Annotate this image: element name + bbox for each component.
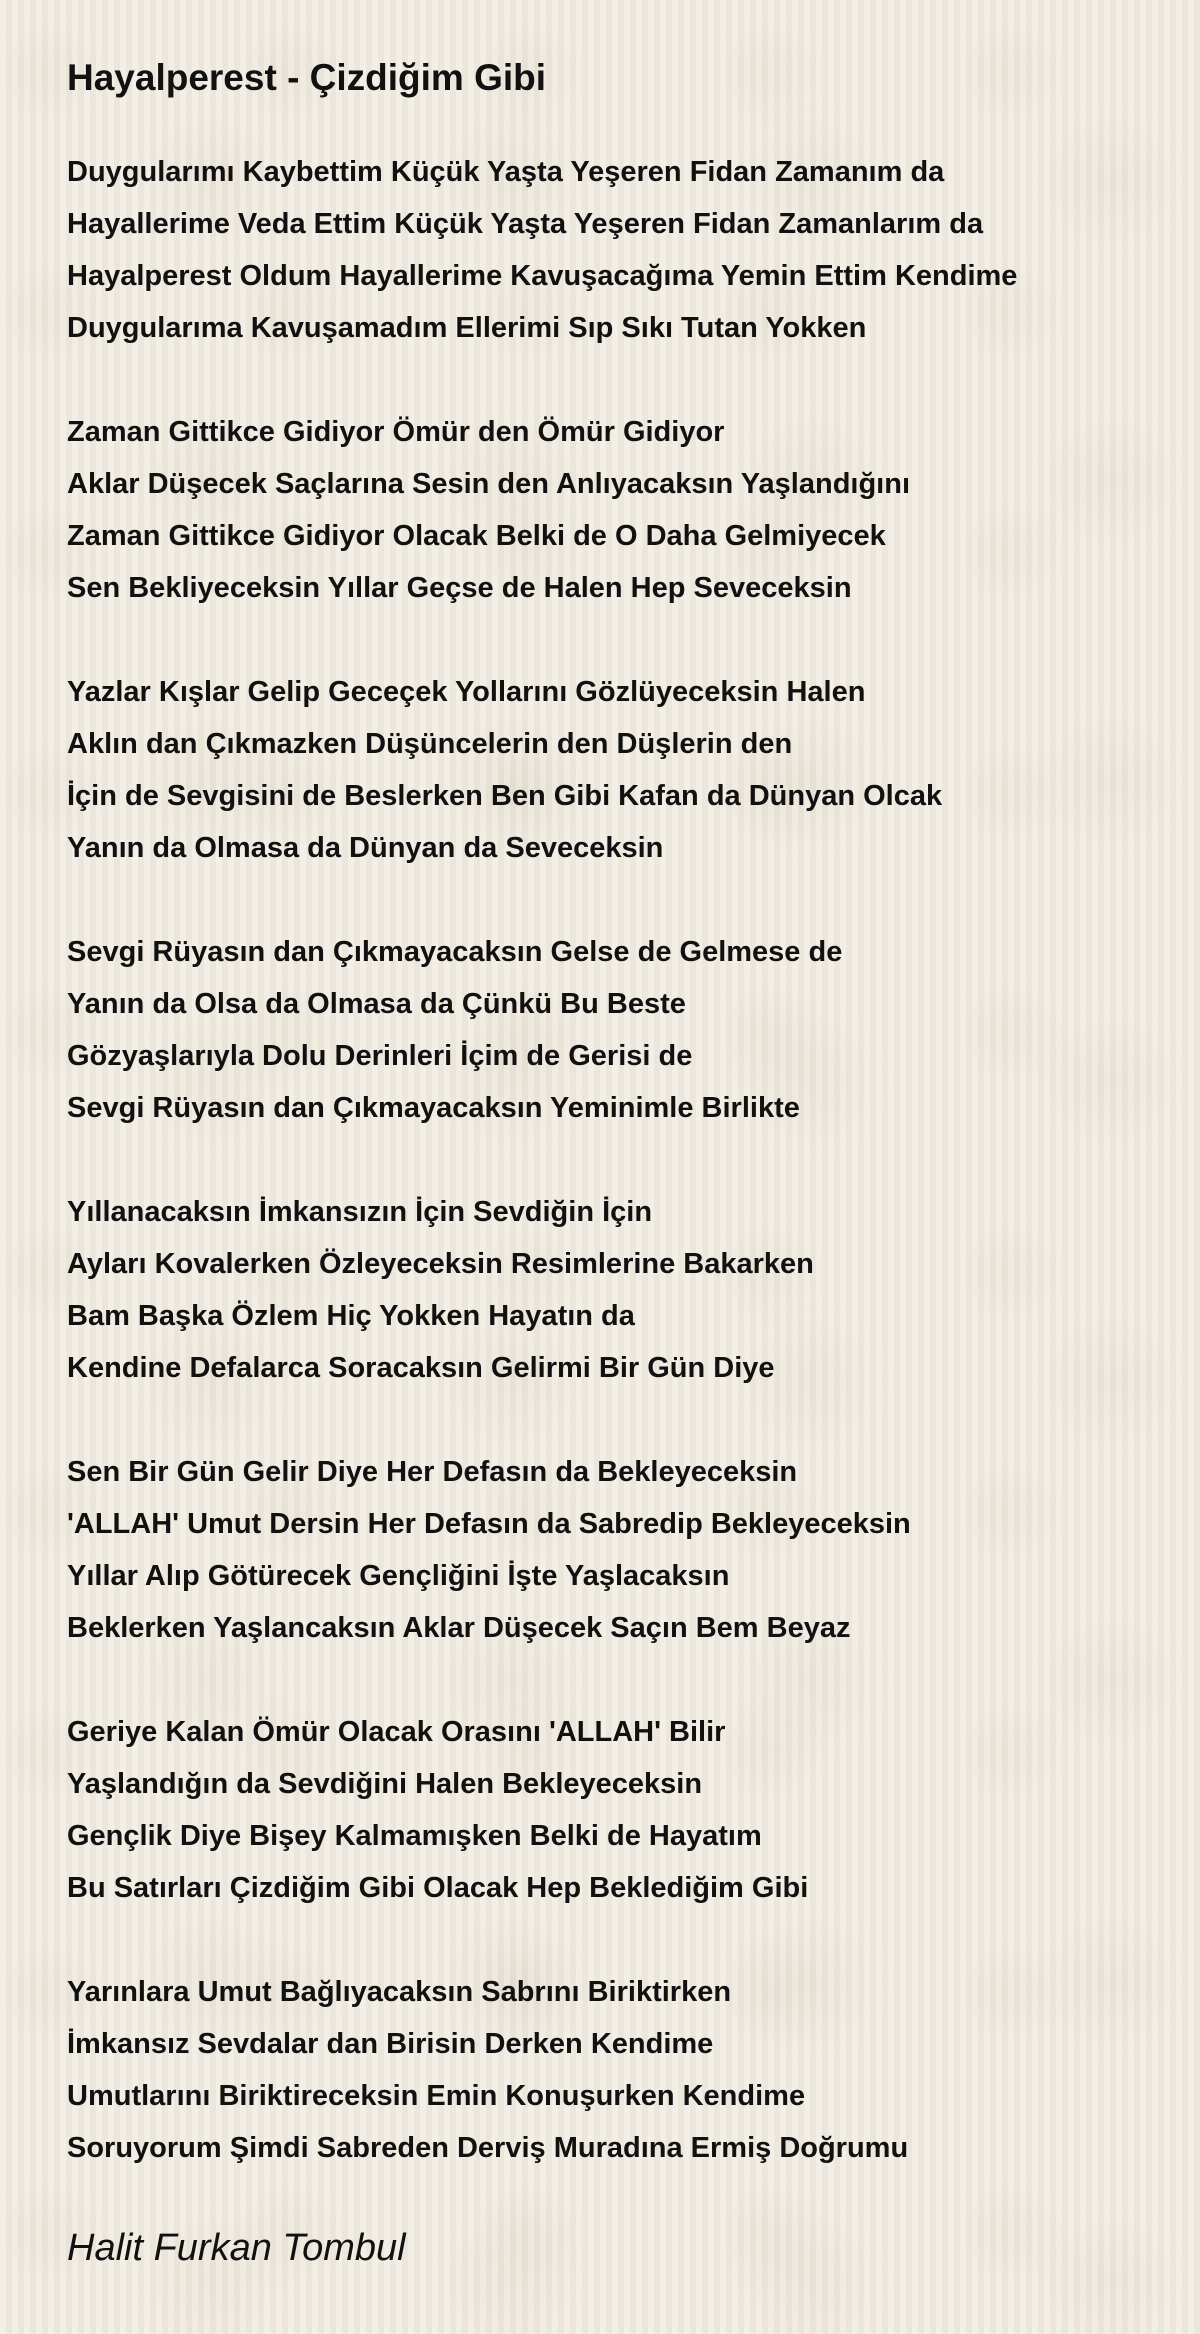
poem-line: Zaman Gittikce Gidiyor Ömür den Ömür Gidiyor [67,416,725,448]
poem-title: Hayalperest - Çizdiğim Gibi [67,57,547,98]
poem-line: Sen Bekliyeceksin Yıllar Geçse de Halen Hep Seveceksin [67,572,852,604]
poem-line: Duygularımı Kaybettim Küçük Yaşta Yeşeren Fidan Zamanım da [67,156,945,188]
poem-line: Kendine Defalarca Soracaksın Gelirmi Bir Gün Diye [67,1352,775,1384]
poem-line: Sevgi Rüyasın dan Çıkmayacaksın Gelse de Gelmese de [67,936,843,968]
poem-line: Geriye Kalan Ömür Olacak Orasını 'ALLAH' Bilir [67,1716,726,1748]
stanza-6 [67,1446,1167,1654]
poem-line: İmkansız Sevdalar dan Birisin Derken Kendime [67,2028,714,2060]
poem-body [67,146,1167,2174]
poem-line: Yıllanacaksın İmkansızın İçin Sevdiğin İçin [67,1196,653,1228]
poem-line: Gözyaşlarıyla Dolu Derinleri İçim de Gerisi de [67,1040,693,1072]
poem-page [67,52,1167,2278]
poem-line: Beklerken Yaşlancaksın Aklar Düşecek Saçın Bem Beyaz [67,1612,851,1644]
stanza-2 [67,406,1167,614]
stanza-3 [67,666,1167,874]
poem-line: Gençlik Diye Bişey Kalmamışken Belki de Hayatım [67,1820,762,1852]
poem-line: Ayları Kovalerken Özleyeceksin Resimlerine Bakarken [67,1248,814,1280]
poem-line: Yanın da Olmasa da Dünyan da Seveceksin [67,832,664,864]
poem-line: Hayalperest Oldum Hayallerime Kavuşacağıma Yemin Ettim Kendime [67,260,1018,292]
poem-line: Umutlarını Biriktireceksin Emin Konuşurken Kendime [67,2080,806,2112]
poem-line: Sen Bir Gün Gelir Diye Her Defasın da Bekleyeceksin [67,1456,798,1488]
poem-line: Duygularıma Kavuşamadım Ellerimi Sıp Sıkı Tutan Yokken [67,312,867,344]
poem-line: Yaşlandığın da Sevdiğini Halen Bekleyeceksin [67,1768,703,1800]
poem-line: İçin de Sevgisini de Beslerken Ben Gibi Kafan da Dünyan Olcak [67,780,943,812]
poem-line: Bu Satırları Çizdiğim Gibi Olacak Hep Beklediğim Gibi [67,1872,809,1904]
stanza-4 [67,926,1167,1134]
stanza-8 [67,1966,1167,2174]
stanza-7 [67,1706,1167,1914]
poem-line: Aklın dan Çıkmazken Düşüncelerin den Düşlerin den [67,728,793,760]
poem-line: Yıllar Alıp Götürecek Gençliğini İşte Yaşlacaksın [67,1560,730,1592]
poem-author: Halit Furkan Tombul [67,2227,406,2269]
poem-line: Bam Başka Özlem Hiç Yokken Hayatın da [67,1300,635,1332]
stanza-1 [67,146,1167,354]
poem-line: Soruyorum Şimdi Sabreden Derviş Muradına Ermiş Doğrumu [67,2132,909,2164]
poem-line: Yarınlara Umut Bağlıyacaksın Sabrını Biriktirken [67,1976,732,2008]
poem-line: Sevgi Rüyasın dan Çıkmayacaksın Yeminimle Birlikte [67,1092,800,1124]
poem-line: Yanın da Olsa da Olmasa da Çünkü Bu Beste [67,988,686,1020]
poem-line: Zaman Gittikce Gidiyor Olacak Belki de O Daha Gelmiyecek [67,520,886,552]
poem-line: Hayallerime Veda Ettim Küçük Yaşta Yeşeren Fidan Zamanlarım da [67,208,984,240]
poem-line: Yazlar Kışlar Gelip Geceçek Yollarını Gözlüyeceksin Halen [67,676,866,708]
poem-line: Aklar Düşecek Saçlarına Sesin den Anlıyacaksın Yaşlandığını [67,468,911,500]
stanza-5 [67,1186,1167,1394]
poem-line: 'ALLAH' Umut Dersin Her Defasın da Sabredip Bekleyeceksin [67,1508,911,1540]
